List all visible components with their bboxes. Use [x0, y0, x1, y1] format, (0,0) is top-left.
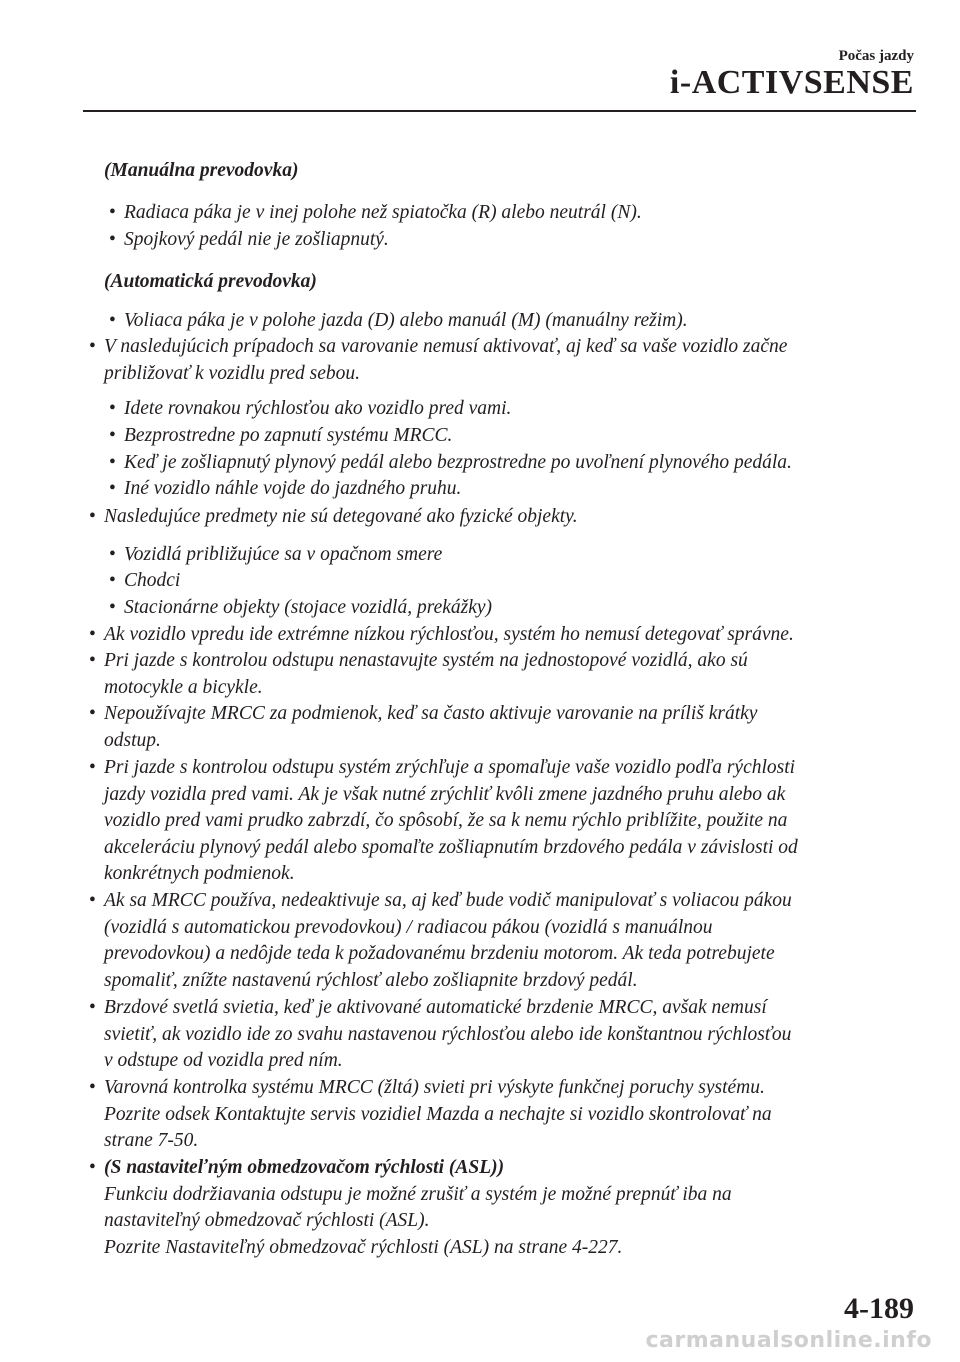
list-item-warning-cases: • V nasledujúcich prípadoch sa varovanie nemusí aktivovať, aj keď sa vaše vozidlo začne približovať k vozidlu pred sebou. — [89, 336, 788, 384]
bullet-icon: • — [89, 890, 96, 911]
list-item-note-3: • Nepoužívajte MRCC za podmienok, keď sa často aktivuje varovanie na príliš krátky odstup. — [89, 703, 758, 751]
list-item-warning-case-2: • Bezprostredne po zapnutí systému MRCC. — [124, 423, 904, 450]
bullet-icon: • — [89, 650, 96, 671]
bullet-icon: • — [109, 597, 116, 618]
list-item-note-1: • Ak vozidlo vpredu ide extrémne nízkou rýchlosťou, systém ho nemusí detegovať správne. — [104, 622, 904, 649]
bullet-icon: • — [109, 478, 116, 499]
list-item-objects-intro: • Nasledujúce predmety nie sú detegované ako fyzické objekty. — [104, 504, 904, 531]
bullet-icon: • — [89, 1157, 96, 1178]
list-item-manual-1: • Radiaca páka je v inej polohe než spiatočka (R) alebo neutrál (N). — [124, 200, 904, 227]
list-item-asl: • (S nastaviteľným obmedzovačom rýchlosti (ASL)) Funkciu dodržiavania odstupu je možné zrušiť a systém je možné prepnúť iba na nastaviteľný obmedzovač rýchlosti (ASL). Pozrite Nastaviteľný obmedzovač rýchlosti (ASL) na strane 4-227. — [89, 1157, 732, 1258]
bullet-icon: • — [109, 544, 116, 565]
list-item-warning-case-1: • Idete rovnakou rýchlosťou ako vozidlo pred vami. — [124, 396, 904, 423]
list-item-auto-1: • Voliaca páka je v polohe jazda (D) alebo manuál (M) (manuálny režim). — [124, 308, 904, 335]
bullet-icon: • — [89, 757, 96, 778]
bullet-icon: • — [109, 310, 116, 331]
bullet-icon: • — [89, 703, 96, 724]
bullet-icon: • — [109, 398, 116, 419]
bullet-icon: • — [109, 452, 116, 473]
section-name: Počas jazdy — [838, 48, 914, 64]
header-divider — [83, 110, 916, 112]
list-item-note-4: • Pri jazde s kontrolou odstupu systém zrýchľuje a spomaľuje vaše vozidlo podľa rýchlosti jazdy vozidla pred vami. Ak je však nutné zrýchliť kvôli zmene jazdného pruhu alebo ak vozidlo pred vami prudko zabrzdí, čo spôsobí, že sa k nemu rýchlo priblížite, použite na akceleráciu plynový pedál alebo spomaľte zošliapnutím brzdového pedála v závislosti od konkrétnych podmienok. — [89, 757, 798, 885]
bullet-icon: • — [109, 229, 116, 250]
list-item-note-2: • Pri jazde s kontrolou odstupu nenastavujte systém na jednostopové vozidlá, ako sú motocykle a bicykle. — [89, 650, 748, 698]
list-item-note-5: • Ak sa MRCC používa, nedeaktivuje sa, aj keď bude vodič manipulovať s voliacou pákou (vozidlá s automatickou prevodovkou) / radiacou pákou (vozidlá s manuálnou prevodovkou) a nedôjde teda k požadovanému brzdeniu motorom. Ak teda potrebujete spomaliť, znížte nastavenú rýchlosť alebo zošliapnite brzdový pedál. — [89, 890, 792, 991]
list-item-manual-2: • Spojkový pedál nie je zošliapnutý. — [124, 227, 904, 254]
list-item-object-2: • Chodci — [124, 568, 904, 595]
heading-automatic-transmission: (Automatická prevodovka) — [104, 271, 317, 292]
page-number: 4-189 — [844, 1292, 914, 1325]
list-item-warning-case-4: • Iné vozidlo náhle vojde do jazdného pruhu. — [124, 476, 904, 503]
list-item-note-7: • Varovná kontrolka systému MRCC (žltá) svieti pri výskyte funkčnej poruchy systému. Pozrite odsek Kontaktujte servis vozidiel Mazda a nechajte si vozidlo skontrolovať na strane 7-50. — [89, 1077, 772, 1152]
bullet-icon: • — [89, 997, 96, 1018]
list-item-object-1: • Vozidlá približujúce sa v opačnom smere — [124, 542, 904, 569]
bullet-icon: • — [109, 570, 116, 591]
bullet-icon: • — [89, 1077, 96, 1098]
bullet-icon: • — [89, 624, 96, 645]
watermark: carmanualsonline.info — [645, 1328, 932, 1353]
list-item-warning-case-3: • Keď je zošliapnutý plynový pedál alebo bezprostredne po uvoľnení plynového pedála. — [124, 450, 904, 477]
bullet-icon: • — [89, 336, 96, 357]
bullet-icon: • — [89, 506, 96, 527]
page-title: i-ACTIVSENSE — [669, 64, 914, 101]
bullet-icon: • — [109, 425, 116, 446]
bullet-icon: • — [109, 202, 116, 223]
list-item-object-3: • Stacionárne objekty (stojace vozidlá, prekážky) — [124, 595, 904, 622]
list-item-note-6: • Brzdové svetlá svietia, keď je aktivované automatické brzdenie MRCC, avšak nemusí svietiť, ak vozidlo ide zo svahu nastavenou rýchlosťou alebo ide konštantnou rýchlosťou v odstupe od vozidla pred ním. — [89, 997, 792, 1072]
heading-manual-transmission: (Manuálna prevodovka) — [104, 160, 299, 181]
